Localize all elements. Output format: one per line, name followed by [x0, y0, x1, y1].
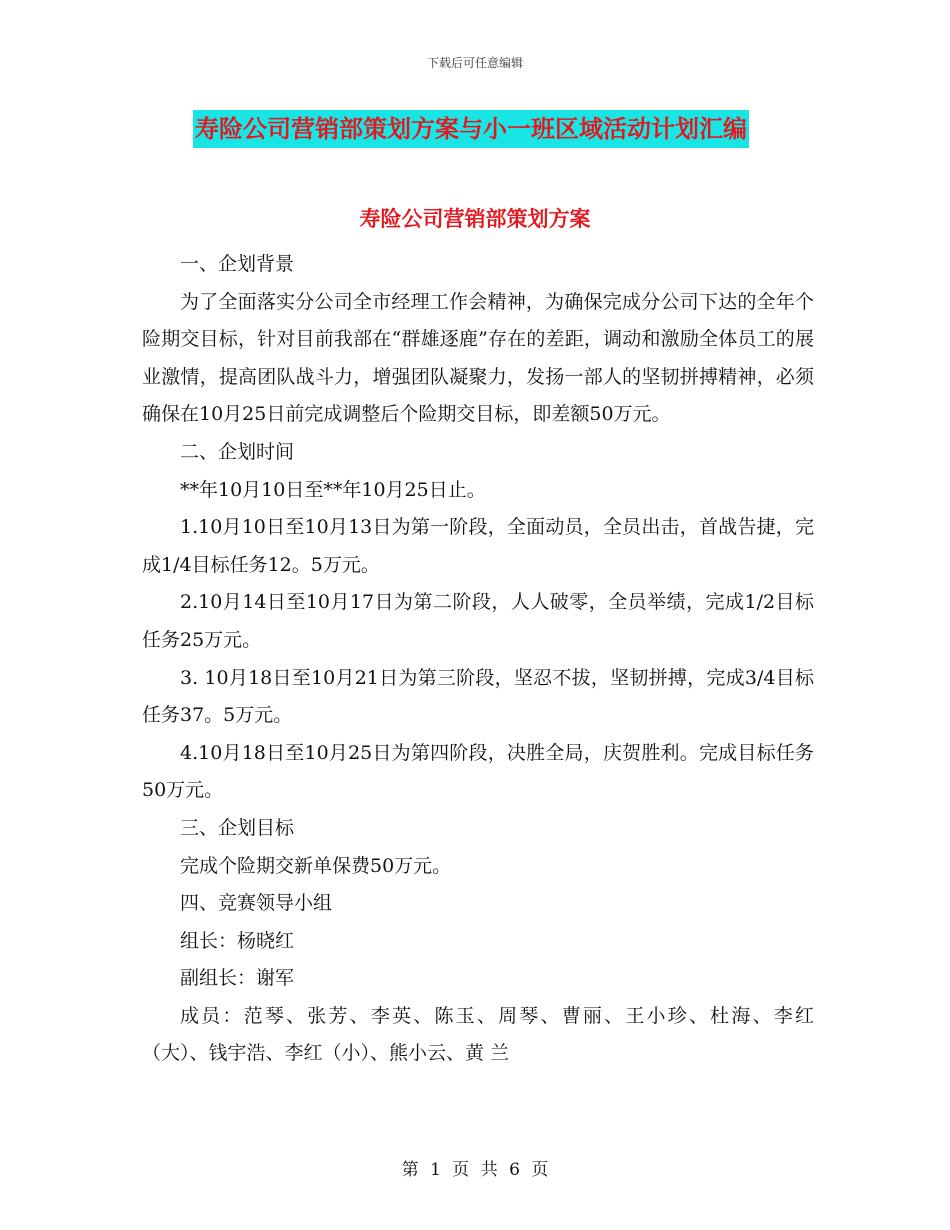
paragraph-goal: 完成个险期交新单保费50万元。: [180, 854, 452, 877]
heading-goal: 三、企划目标: [180, 816, 295, 839]
paragraph-time-range: **年10月10日至**年10月25日止。: [180, 478, 486, 501]
paragraph-stage-2: 2.10月14日至10月17日为第二阶段，人人破零，全员举绩，完成1/2目标任务25万元。: [142, 591, 814, 651]
heading-leadership: 四、竞赛领导小组: [180, 892, 333, 915]
document-main-title: 寿险公司营销部策划方案与小一班区域活动计划汇编: [193, 110, 749, 148]
paragraph-members: 成员：范琴、张芳、李英、陈玉、周琴、曹丽、王小珍、杜海、李红（大）、钱宇浩、李红（小）、熊小云、黄 兰: [142, 1004, 814, 1065]
page-header-note: 下载后可任意编辑: [426, 56, 523, 70]
paragraph-stage-3: 3. 10月18日至10月21日为第三阶段，坚忍不拔，坚韧拼搏，完成3/4目标任务37。5万元。: [142, 666, 814, 727]
paragraph-deputy-leader: 副组长：谢军: [180, 967, 295, 990]
document-body: [142, 246, 814, 1073]
heading-background: 一、企划背景: [180, 253, 295, 275]
heading-time: 二、企划时间: [180, 440, 295, 463]
paragraph-background: 为了全面落实分公司全市经理工作会精神，为确保完成分公司下达的全年个险期交目标，针对目前我部在“群雄逐鹿”存在的差距，调动和激励全体员工的展业激情，提高团队战斗力，增强团队凝聚力，发扬一部人的坚韧拼搏精神，必须确保在10月25日前完成调整后个险期交目标，即差额50万元。: [142, 290, 814, 426]
section-title: 寿险公司营销部策划方案: [359, 207, 591, 231]
paragraph-stage-4: 4.10月18日至10月25日为第四阶段，决胜全局，庆贺胜利。完成目标任务50万元。: [142, 741, 814, 802]
paragraph-stage-1: 1.10月10日至10月13日为第一阶段，全面动员，全员出击，首战告捷，完成1/4目标任务12。5万元。: [142, 516, 814, 576]
paragraph-leader: 组长：杨晓红: [180, 929, 295, 952]
page-number: 第 1 页 共 6 页: [401, 1160, 549, 1180]
